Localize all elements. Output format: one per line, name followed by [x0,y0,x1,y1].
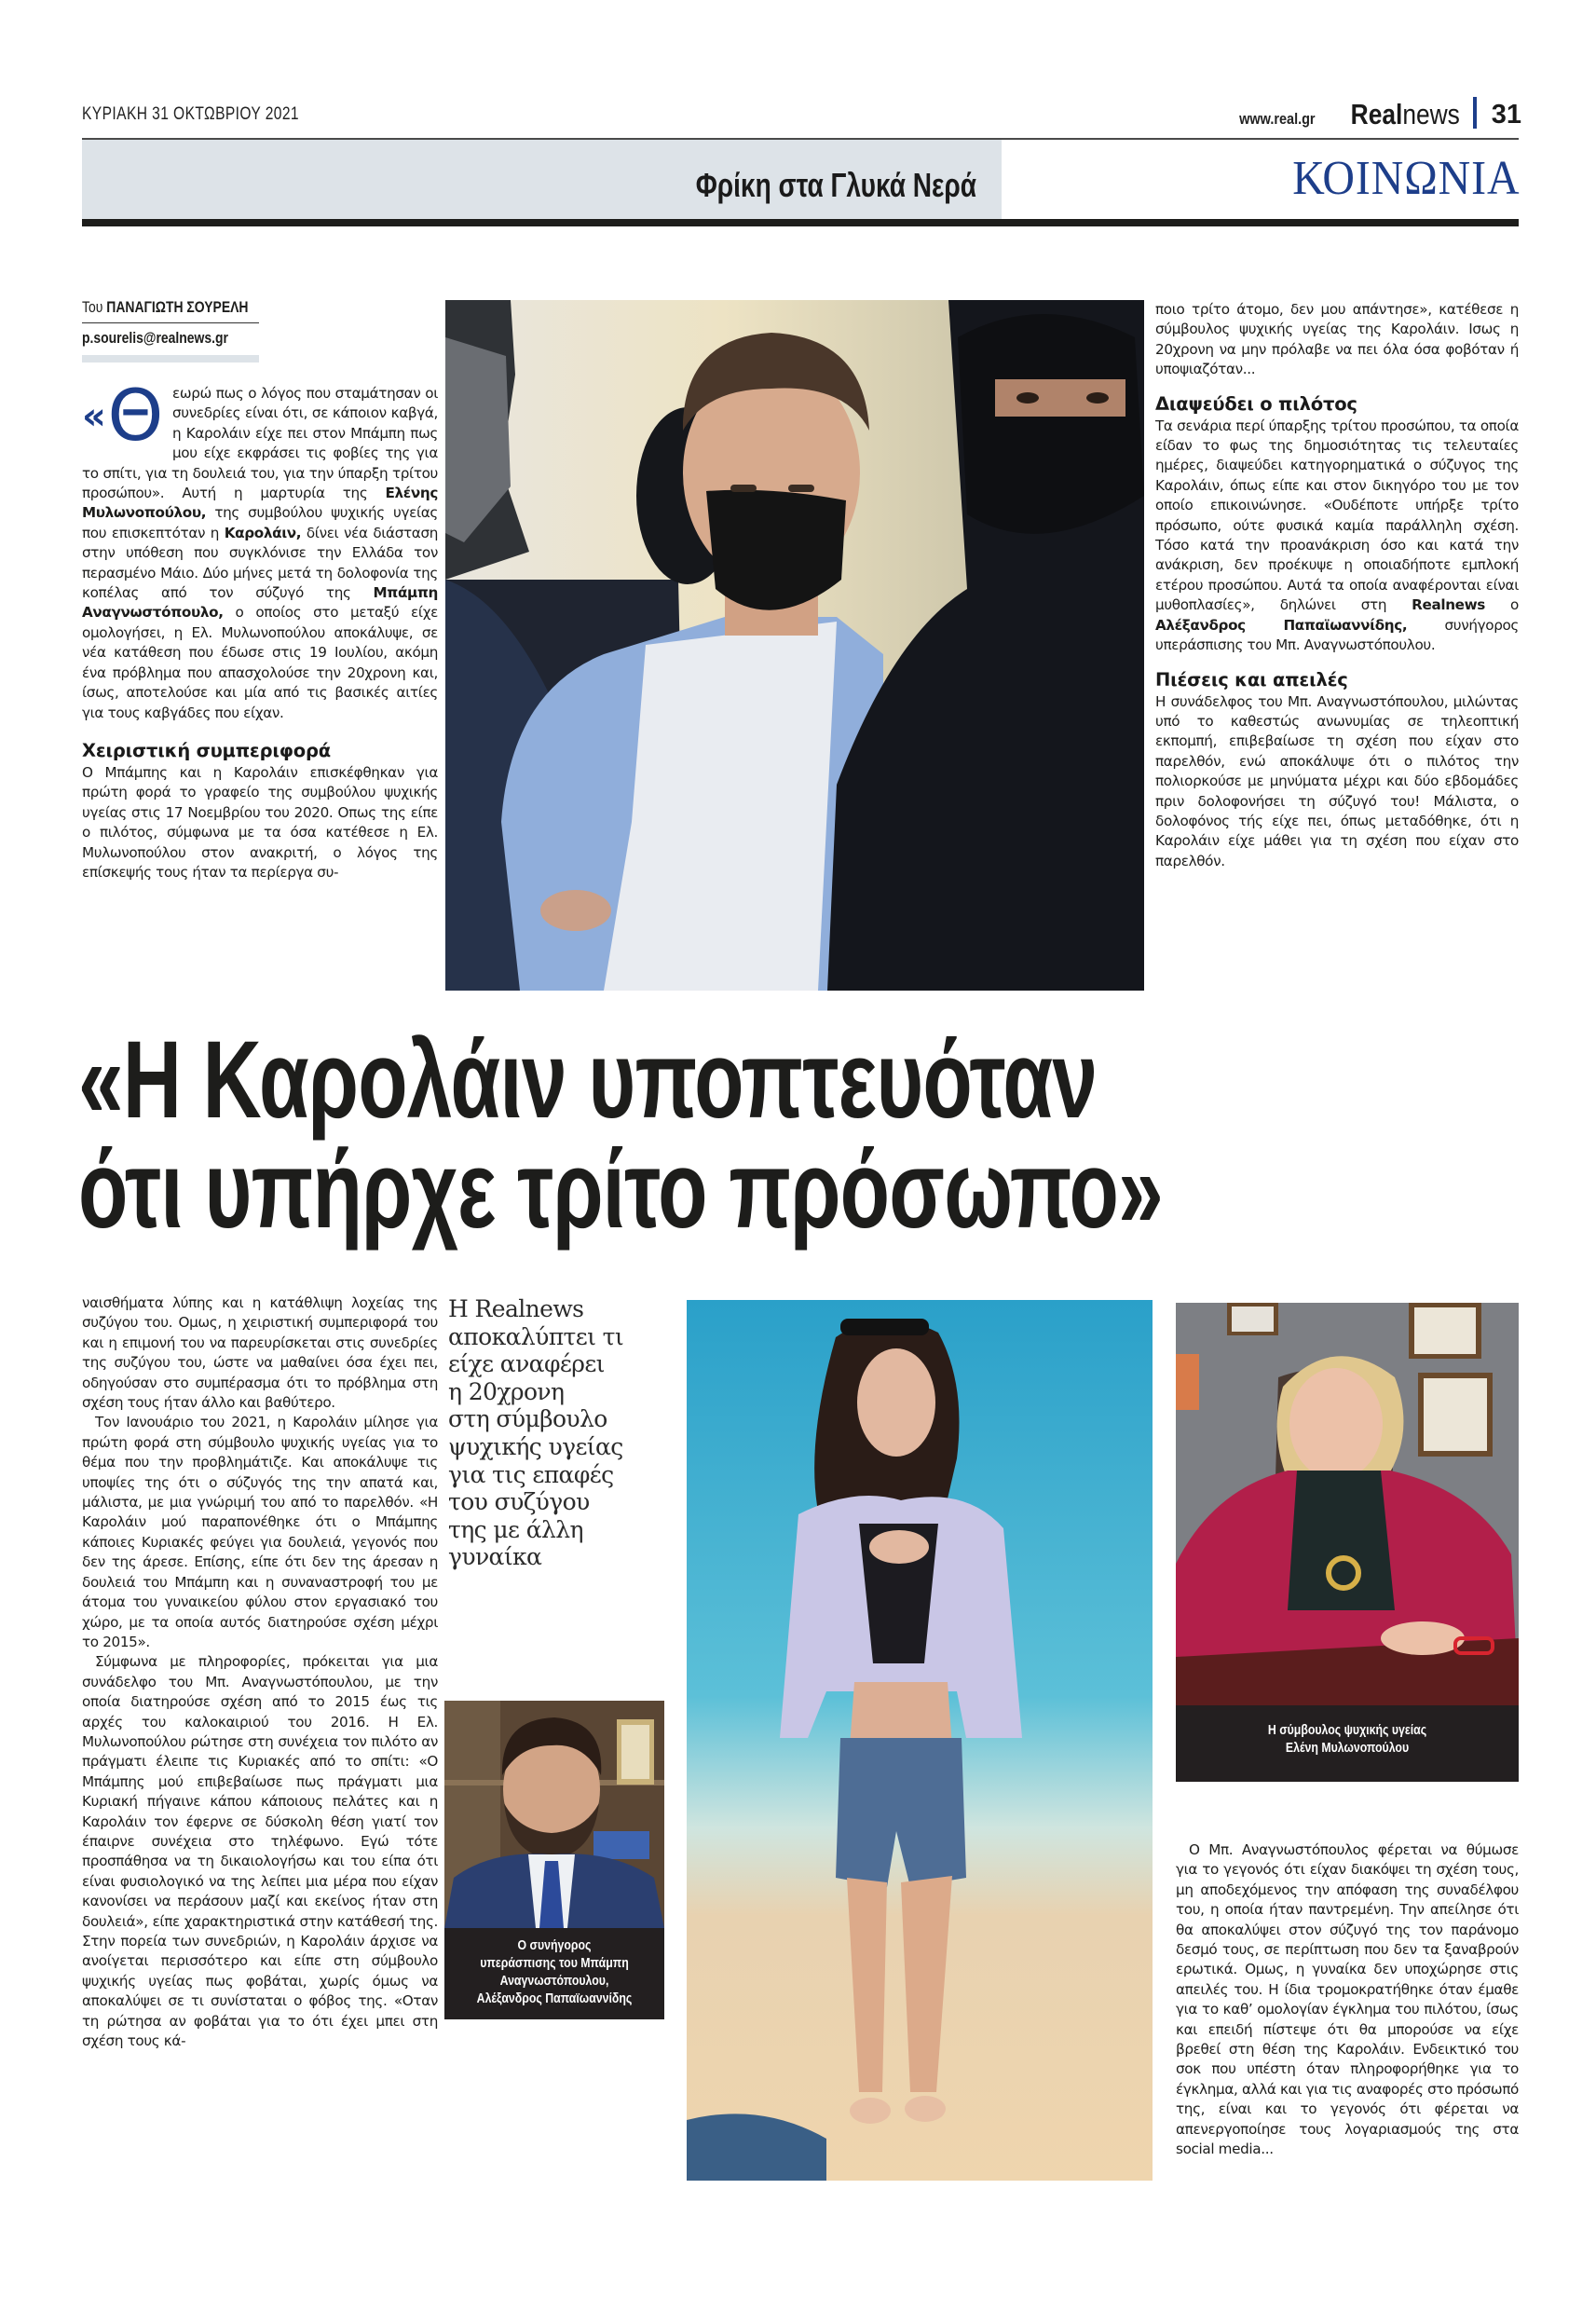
section-title: ΚΟΙΝΩΝΙΑ [1291,152,1520,205]
lawyer-photo-caption [444,1928,664,2019]
lawyer-photo [444,1701,664,1928]
caption-line: Ελένη Μυλωνοπούλου [1285,1741,1410,1756]
headline [78,1019,1163,1252]
pull-quote-line: Η Realnews [448,1295,584,1322]
counselor-photo-block [1176,1303,1519,1782]
byline-divider [82,322,259,323]
counselor-photo-caption [1176,1705,1519,1782]
paragraph: Ο Μπ. Αναγνωστόπουλος φέρεται να θύμωσε για το γεγονός ότι είχαν διακόψει τη σχέση τους, μη αποδεχόμενος την απόφαση της συναδέλφου του, η οποία ήταν παντρεμένη. Την απείλησε ότι θα αποκαλύψει στον σύζυγό της τον παράνομο δεσμό τους, σε περίπτωση που δεν τα ξαναβρούν ερωτικά. Ομως, η γυναίκα δεν υποχώρησε στις απειλές του. Η ίδια τρομοκρατήθηκε όταν έμαθε για το καθ’ ομολογίαν έγκλημα του πιλότου, ίσως και επειδή πίστεψε ότι θα μπορούσε να είχε βρεθεί στη θέση της Καρολάιν. Ενδεικτικό του σοκ που υπέστη όταν πληροφορήθηκε για το έγκλημα, αλλά και για τις αναφορές στο πρόσωπό της, είναι και το γεγονός ότι φέρεται να απενεργοποίησε τους λογαριασμούς της στα social media... [1176,1841,1519,2158]
photo-counselor-portrait [1176,1303,1519,1705]
lawyer-photo-block [444,1701,664,2019]
photo-woman-on-beach [687,1300,1153,2181]
pull-quote-line: του συζύγου [448,1488,590,1516]
caption-line: υπεράσπισης του Μπάμπη [480,1956,629,1971]
issue-date: ΚΥΡΙΑΚΗ 31 ΟΚΤΩΒΡΙΟΥ 2021 [82,104,299,124]
photo-lawyer-portrait [444,1701,664,1928]
byline-author: Του ΠΑΝΑΓΙΩΤΗ ΣΟΥΡΕΛΗ [82,298,249,316]
pull-quote-line: για τις επαφές [448,1460,614,1488]
pull-quote-line: γυναίκα [448,1543,542,1571]
paragraph: ποιο τρίτο άτομο, δεν μου απάντησε», κατέθεσε η σύμβουλος ψυχικής υγείας της Καρολάιν. Ισως η 20χρονη να μην πρόλαβε να πει όλα όσα φοβόταν ή υποψιαζόταν... [1155,301,1519,378]
pull-quote-line: στη σύμβουλο [448,1405,607,1433]
pull-quote [448,1295,667,1571]
header-thick-rule [82,219,1519,226]
beach-photo [687,1300,1153,2181]
pull-quote-line: της με άλλη [448,1515,583,1543]
article-column-bottom-left [82,1293,438,2051]
caption-line: Ο συνήγορος [517,1938,592,1953]
paragraph: Τον Ιανουάριο του 2021, η Καρολάιν μίλησε για πρώτη φορά στη σύμβουλο ψυχικής υγείας για το θέμα που την προβλημάτιζε. Και αποκάλυψε τις υποψίες της ότι ο σύζυγός της την απατά και, μάλιστα, με μια γνώριμή του από το παρελθόν. «Η Καρολάιν μού παραπονέθηκε ότι ο Μπάμπης κάποιες Κυριακές φεύγει για δουλειά, γεγονός που δεν της άρεσε. Επίσης, είπε ότι δεν της άρεσαν η δουλειά του Μπάμπη και η συναναστροφή του με άτομα του γυναικείου φύλου στον εργασιακό του χώρο, με τα οποία αυτός διατηρούσε σχέση μέχρι το 2015». [82,1414,438,1650]
subhead-manipulative-behavior: Χειριστική συμπεριφορά [82,739,331,761]
headline-line-1: «Η Καρολάιν υποπτευόταν [78,1019,1098,1142]
byline-shade-bar [82,355,259,363]
site-url[interactable]: www.real.gr [1239,110,1316,128]
subhead-pressure-threats: Πιέσεις και απειλές [1155,668,1348,691]
subhead-pilot-denies: Διαψεύδει ο πιλότος [1155,392,1357,415]
article-column-bottom-right [1176,1840,1519,2160]
article-column-top-right [1155,300,1519,871]
caption-line: Αναγνωστόπουλου, [499,1974,609,1989]
byline [82,298,438,363]
lead-paragraph: «Θ εωρώ πως ο λόγος που σταμάτησαν οι συνεδρίες είναι ότι, σε κάποιον καβγά, η Καρολάιν είχε πει στον Μπάμπη πως μου είχε εκφράσει τις φοβίες της για το σπίτι, για τη δουλειά του, για την ύπαρξη τρίτου προσώπου». Αυτή η μαρτυρία της Ελένης Μυλωνοπούλου, της συμβούλου ψυχικής υγείας που επισκεπτόταν η Καρολάιν, δίνει νέα διάσταση στην υπόθεση που συγκλόνισε την Ελλάδα τον περασμένο Μάιο. Δύο μήνες μετά τη δολοφονία της κοπέλας από τον σύζυγό της Μπάμπη Αναγνωστόπουλο, ο οποίος στο μεταξύ είχε ομολογήσει, η Ελ. Μυλωνοπούλου αποκάλυψε, σε νέα κατάθεση που έδωσε στις 19 Ιουλίου, ακόμη ένα πρόβλημα που απασχολούσε την 20χρονη και, ίσως, αποτελούσε και μία από τις βασικές αιτίες για τους καβγάδες που είχαν. [82,374,438,721]
main-photo [445,300,1144,991]
article-column-top-left [82,374,438,882]
pull-quote-line: ψυχικής υγείας [448,1432,623,1460]
caption-line: Αλέξανδρος Παπαϊωαννίδης [476,1991,633,2006]
paragraph: ναισθήματα λύπης και η κατάθλιψη λοχείας της συζύγου του. Ομως, η χειριστική συμπεριφορά του και η επιμονή του να παρευρίσκεται στις συνεδρίες της συζύγου του, ώστε να μαθαίνει όσα έχει πει, οδηγούσαν στο συμπέρασμα ότι το πρόβλημα στη σχέση τους ήταν άλλο και βαθύτερο. [82,1294,438,1412]
brand-divider [1473,97,1477,129]
drop-cap: «Θ [82,374,163,457]
brand-block [1233,97,1521,129]
paragraph: Ο Μπάμπης και η Καρολάιν επισκέφθηκαν για πρώτη φορά το γραφείο της συμβούλου ψυχικής υγείας στις 17 Νοεμβρίου του 2020. Οπως της είπε ο πιλότος, σύμφωνα με τα όσα κατέθεσε η Ελ. Μυλωνοπούλου στον ανακριτή, ο λόγος της επίσκεψής τους ήταν τα περίεργα συ- [82,763,438,881]
realnews-logo: Realnews [1350,98,1460,130]
photo-masked-man-escorted [445,300,1144,991]
headline-line-2: ότι υπήρχε τρίτο πρόσωπο» [78,1129,1163,1252]
author-email[interactable]: p.sourelis@realnews.gr [82,329,228,347]
paragraph: Τα σενάρια περί ύπαρξης τρίτου προσώπου, τα οποία είδαν το φως της δημοσιότητας τις τελευταίες ημέρες, διαψεύδει κατηγορηματικά ο σύζυγος της Καρολάιν, όπως είπε και στον δικηγόρο του με τον οποίο επικοινώνησε. «Ουδέποτε υπήρξε τρίτο πρόσωπο, ούτε φυσικά καμία παράλληλη σχέση. Τόσο κατά την προανάκριση όσο και κατά την ανάκριση, δεν προέκυψε η οποιαδήποτε εμπλοκή ετέρου προσώπου. Αυτά τα οποία αναφέρονται είναι μυθοπλασίες», δηλώνει στη Realnews ο Αλέξανδρος Παπαϊωαννίδης, συνήγορος υπεράσπισης του Μπ. Αναγνωστόπουλου. [1155,417,1519,654]
story-kicker: Φρίκη στα Γλυκά Νερά [695,166,976,204]
caption-line: Η σύμβουλος ψυχικής υγείας [1267,1723,1427,1738]
counselor-photo [1176,1303,1519,1705]
pull-quote-line: είχε αναφέρει [448,1350,605,1378]
page-number: 31 [1491,100,1521,130]
pull-quote-line: η 20χρονη [448,1377,565,1405]
pull-quote-line: αποκαλύπτει τι [448,1322,624,1350]
paragraph: Η συνάδελφος του Μπ. Αναγνωστόπουλου, μιλώντας υπό το καθεστώς ανωνυμίας σε τηλεοπτική εκπομπή, επιβεβαίωσε τη σχέση που είχαν στο παρελθόν, ενώ αποκάλυψε ότι ο πιλότος την πολιορκούσε με μηνύματα μέχρι και δύο εβδομάδες πριν δολοφονήσει τη σύζυγό του! Μάλιστα, ο δολοφόνος τής είχε πει, όπως μεταδόθηκε, ότι η Καρολάιν είχε μάθει για τη σχέση που είχαν στο παρελθόν. [1155,692,1519,869]
paragraph: Σύμφωνα με πληροφορίες, πρόκειται για μια συνάδελφο του Μπ. Αναγνωστόπουλου, με την οποία διατηρούσε σχέση από το 2015 έως τις αρχές του καλοκαιριού του 2016. Η Ελ. Μυλωνοπούλου ρώτησε στη συνέχεια τον πιλότο αν πράγματι έλειπε τις Κυριακές από το σπίτι: «Ο Μπάμπης μού επιβεβαίωσε πως πράγματι μια Κυριακή πήγαινε κάπου κάποιους πελάτες και η Καρολάιν τον έφερνε σε δύσκολη θέση γιατί τον έπαιρνε συνέχεια στο τηλέφωνο. Εγώ τότε προσπάθησα να τη δικαιολογήσω και του είπα ότι είναι φυσιολογικό να της λείπει μια μέρα που είχαν κανονίσει να περάσουν μαζί και εκείνος ήταν στη δουλειά», είπε χαρακτηριστικά στην κατάθεσή της. Στην πορεία των συνεδριών, η Καρολάιν άρχισε να ανοίγεται περισσότερο και είπε στη σύμβουλο ψυχικής υγείας πως φοβάται, χωρίς όμως να αποκαλύψει σε τι συνίσταται ο φόβος της. «Οταν τη ρώτησα αν φοβάται για το ότι έχει μπει στη σχέση τους κά- [82,1653,438,2050]
